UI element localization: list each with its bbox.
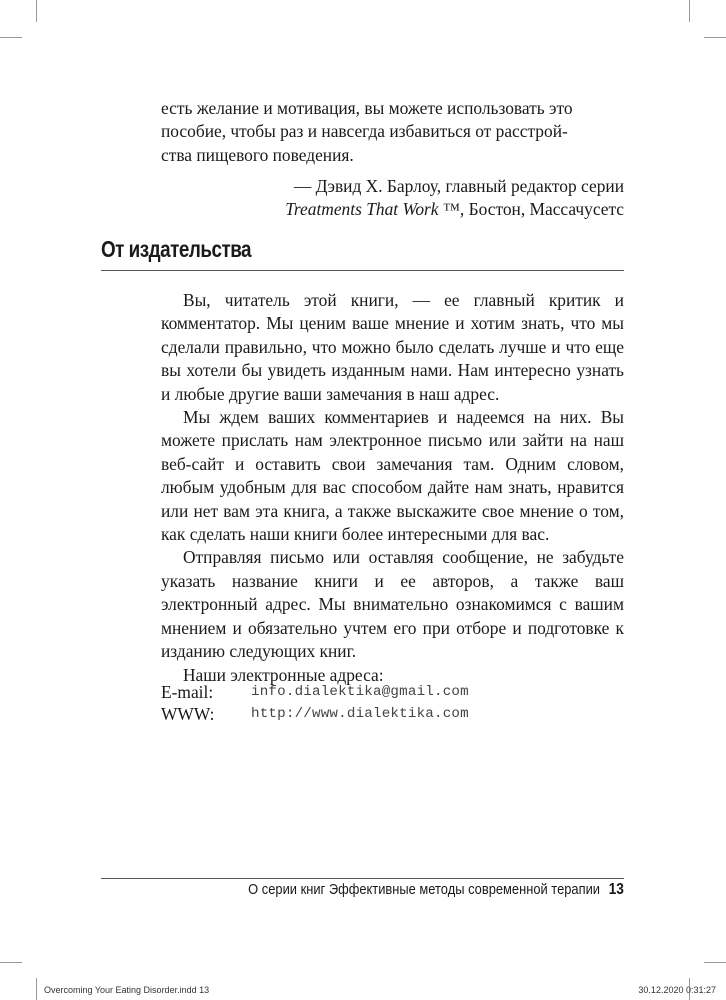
intro-line: ства пищевого поведения. <box>161 144 354 165</box>
crop-mark-left-top <box>0 37 22 38</box>
running-footer <box>248 881 624 899</box>
intro-line: есть желание и мотивация, вы можете использовать это <box>161 98 573 118</box>
section-heading: От издательства <box>101 236 252 262</box>
body-paragraph: Наши электронные адреса: <box>183 664 384 685</box>
footer-rule <box>101 878 624 879</box>
attribution-line-series <box>161 198 624 221</box>
email-address: info.dialektika@gmail.com <box>251 684 469 700</box>
page-number: 13 <box>608 881 624 898</box>
body-paragraph: Отправляя письмо или оставляя сообщение, не забудьте указать название книги и ее авторов, а также ваш электронный адрес. Мы внимательно ознакомимся с вашим мнением и обязательно учтем его при отборе и подготовке к изданию следующих книг. <box>161 547 624 662</box>
crop-mark-right-top <box>704 37 726 38</box>
crop-mark-top-right <box>689 0 690 22</box>
contact-row-email <box>161 682 469 704</box>
section-rule <box>101 270 624 271</box>
crop-mark-bottom-left <box>36 978 37 1000</box>
slug-filename: Overcoming Your Eating Disorder.indd 13 <box>44 985 210 995</box>
intro-line: пособие, чтобы раз и навсегда избавиться от расстрой- <box>161 121 568 142</box>
running-title: О серии книг Эффективные методы современной терапии <box>248 881 601 898</box>
crop-mark-right-bottom <box>704 962 726 963</box>
contact-list <box>161 682 469 725</box>
website-url: http://www.dialektika.com <box>251 705 469 722</box>
contact-row-www <box>161 704 469 726</box>
crop-mark-top-left <box>36 0 37 22</box>
intro-paragraph <box>161 97 624 167</box>
publisher-body <box>161 289 624 687</box>
attribution-location: ™, Бостон, Массачусетс <box>438 199 624 220</box>
series-title: Treatments That Work <box>285 199 439 220</box>
contact-label: E-mail: <box>161 682 214 702</box>
contact-label: WWW: <box>161 703 215 724</box>
body-paragraph: Мы ждем ваших комментариев и надеемся на них. Вы можете прислать нам электронное письмо или зайти на наш веб-сайт и оставить свои замечания там. Одним словом, любым удобным для вас способом дайте нам знать, нравится или нет вам эта книга, а также выскажите свое мнение о том, как сделать наши книги более интересными для вас. <box>161 407 624 545</box>
attribution <box>161 175 624 222</box>
body-paragraph: Вы, читатель этой книги, — ее главный критик и комментатор. Мы ценим ваше мнение и хотим знать, что мы сделали правильно, что можно было сделать лучше и что еще вы хотели бы увидеть изданным нами. Нам интересно узнать и любые другие ваши замечания в наш адрес. <box>161 290 624 404</box>
attribution-line: — Дэвид Х. Барлоу, главный редактор серии <box>293 176 624 196</box>
slug-timestamp: 30.12.2020 0:31:27 <box>638 985 716 995</box>
crop-mark-left-bottom <box>0 962 22 963</box>
